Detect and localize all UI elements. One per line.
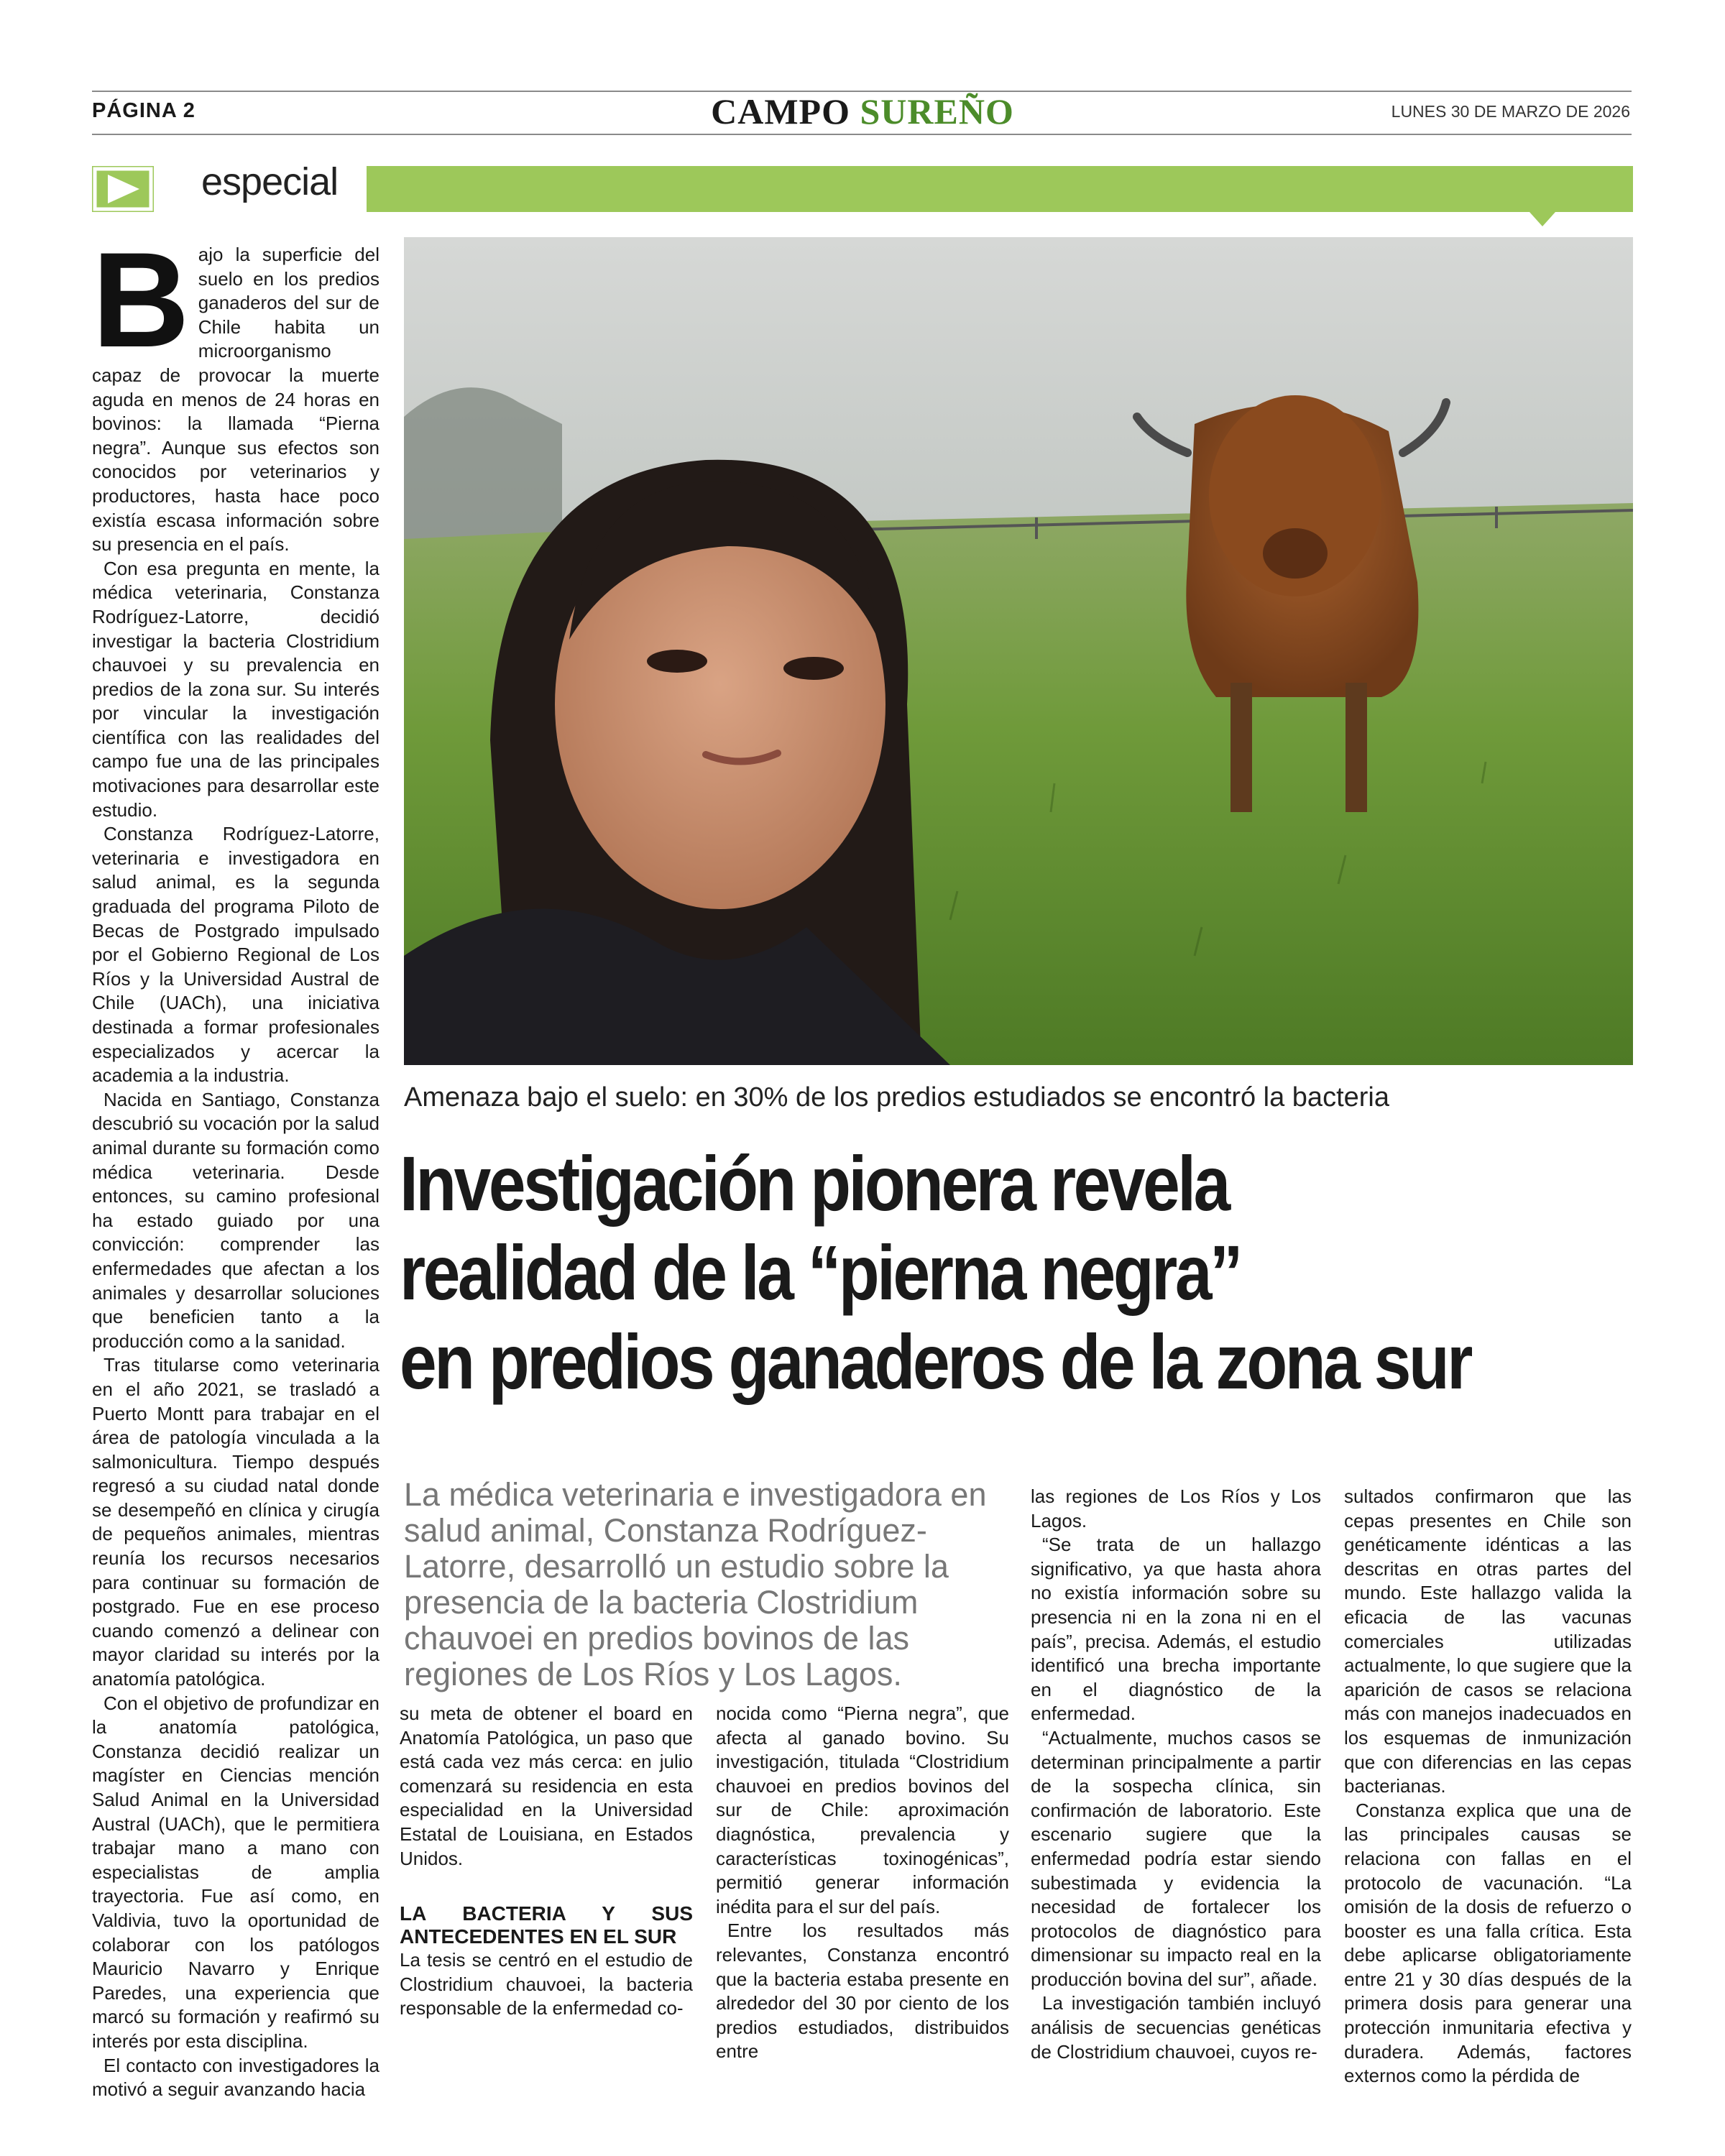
issue-date: LUNES 30 DE MARZO DE 2026 (1391, 102, 1630, 121)
column-1 (92, 224, 380, 2102)
section-bar (367, 166, 1633, 212)
column-3 (716, 1702, 1009, 2064)
column-2 (400, 1702, 693, 2021)
kicker: Amenaza bajo el suelo: en 30% de los predios estudiados se encontró la bacteria (404, 1082, 1389, 1112)
paragraph: Nacida en Santiago, Constanza descubrió su vocación por la salud animal durante su formación como médica veterinaria. Desde entonces, su camino profesional ha estado guiado por una convicción: comprender las enfermedades que afectan a los animales y desarrollar soluciones que beneficien tanto a la producción como a la sanidad. (92, 1088, 380, 1352)
main-photo (404, 237, 1633, 1065)
section-label: especial (201, 160, 339, 203)
paragraph: Con el objetivo de profundizar en la anatomía patológica, Constanza decidió realizar un magíster en Ciencias mención Salud Animal en la Universidad Austral (UACh), que le permitiera trabajar mano a mano con especialistas de amplia trayectoria. Fue así como, en Valdivia, tuvo la oportunidad de colaborar con los patólogos Mauricio Navarro y Enrique Paredes, una experiencia que marcó su formación y reafirmó su interés por esta disciplina. (92, 1692, 380, 2052)
drop-cap: B (92, 224, 190, 375)
headline (400, 1139, 1471, 1406)
page-number: PÁGINA 2 (92, 99, 196, 122)
headline-line: realidad de la “pierna negra” (400, 1229, 1241, 1316)
paragraph: su meta de obtener el board en Anatomía Patológica, un paso que está cada vez más cerca: en julio comenzará su residencia en esta especialidad en la Universidad Estatal de Louisiana, en Estados Unidos. (400, 1703, 693, 1869)
paragraph: “Actualmente, muchos casos se determinan principalmente a partir de la sospecha clínica, sin confirmación de laboratorio. Este escenario sugiere que la enfermedad podría estar siendo subestimada y evidencia la necesidad de fortalecer los protocolos de diagnóstico para dimensionar su impacto real en la producción bovina del sur”, añade. (1031, 1726, 1321, 1990)
paragraph: sultados confirmaron que las cepas presentes en Chile son genéticamente idénticas a las descritas en otras partes del mundo. Este hallazgo valida la eficacia de las vacunas comerciales utilizadas actualmente, lo que sugiere que la aparición de casos se relaciona más con manejos inadecuados en los esquemas de inmunización que con diferencias en las cepas bacterianas. (1344, 1485, 1632, 1797)
column-4 (1031, 1485, 1321, 2064)
section-arrow (92, 166, 154, 212)
paragraph: nocida como “Pierna negra”, que afecta al ganado bovino. Su investigación, titulada “Clostridium chauvoei en predios bovinos del sur de Chile: aproximación diagnóstica, prevalencia y características toxinogénicas”, permitió generar información inédita para el sur del país. (716, 1703, 1009, 1917)
header-rule (92, 134, 1632, 135)
play-arrow-icon (92, 166, 154, 212)
paragraph: Entre los resultados más relevantes, Constanza encontró que la bacteria estaba presente en alrededor del 30 por ciento de los predios estudiados, distribuidos entre (716, 1920, 1009, 2063)
lead-paragraph: La médica veterinaria e investigadora en salud animal, Constanza Rodríguez-Latorre, desarrolló un estudio sobre la presencia de la bacteria Clostridium chauvoei en predios bovinos de las regiones de Los Ríos y Los Lagos. (404, 1476, 987, 1692)
paragraph: las regiones de Los Ríos y Los Lagos. (1031, 1485, 1321, 1531)
paragraph: El contacto con investigadores la motivó a seguir avanzando hacia (92, 2054, 380, 2101)
masthead-campo: CAMPO (711, 91, 850, 132)
paragraph: Constanza Rodríguez-Latorre, veterinaria e investigadora en salud animal, es la segunda graduada del programa Piloto de Becas de Postgrado impulsado por el Gobierno Regional de Los Ríos y la Universidad Austral de Chile (UACh), una iniciativa destinada a formar profesionales especializados y acercar la academia a la industria. (92, 823, 380, 1087)
paragraph: Constanza explica que una de las principales causas se relaciona con fallas en el protocolo de vacunación. “La omisión de la dosis de refuerzo o booster es una falla crítica. Esta debe aplicarse obligatoriamente entre 21 y 30 días después de la primera dosis para generar una protección inmunitaria efectiva y duradera. Además, factores externos como la pérdida de (1344, 1799, 1632, 2087)
masthead-sureno: SUREÑO (860, 91, 1014, 132)
headline-line: en predios ganaderos de la zona sur (400, 1318, 1471, 1405)
paragraph: ajo la superficie del suelo en los predios ganaderos del sur de Chile habita un microorganismo capaz de provocar la muerte aguda en menos de 24 horas en bovinos: la llamada “Pierna negra”. Aunque sus efectos son conocidos por veterinarios y productores, hasta hace poco existía escasa información sobre su presencia en el país. (92, 244, 380, 556)
paragraph: “Se trata de un hallazgo significativo, ya que hasta ahora no existía información sobre su presencia ni en la zona ni en el país”, precisa. Además, el estudio identificó una brecha importante en el diagnóstico de la enfermedad. (1031, 1534, 1321, 1725)
section-bar-tick (1530, 212, 1555, 226)
column-5 (1344, 1485, 1632, 2088)
paragraph: La investigación también incluyó análisis de secuencias genéticas de Clostridium chauvoei, cuyos re- (1031, 1992, 1321, 2063)
paragraph: La tesis se centró en el estudio de Clostridium chauvoei, la bacteria responsable de la enfermedad co- (400, 1949, 693, 2019)
headline-line: Investigación pionera revela (400, 1140, 1228, 1227)
paragraph: Tras titularse como veterinaria en el año 2021, se trasladó a Puerto Montt para trabajar en el área de patología vinculada a la salmonicultura. Tiempo después regresó a su ciudad natal donde se desempeñó en clínica y cirugía de pequeños animales, mientras reunía los recursos necesarios para continuar su formación de postgrado. Fue en ese proceso cuando comenzó a delinear con mayor claridad su interés por la anatomía patológica. (92, 1354, 380, 1690)
subheading: LA BACTERIA Y SUS ANTECEDENTES EN EL SUR (400, 1902, 693, 1948)
sky (404, 237, 1633, 539)
paragraph: Con esa pregunta en mente, la médica veterinaria, Constanza Rodríguez-Latorre, decidió investigar la bacteria Clostridium chauvoei y su prevalencia en predios de la zona sur. Su interés por vincular la investigación científica con las realidades del campo fue una de las principales motivaciones para desarrollar este estudio. (92, 557, 380, 821)
